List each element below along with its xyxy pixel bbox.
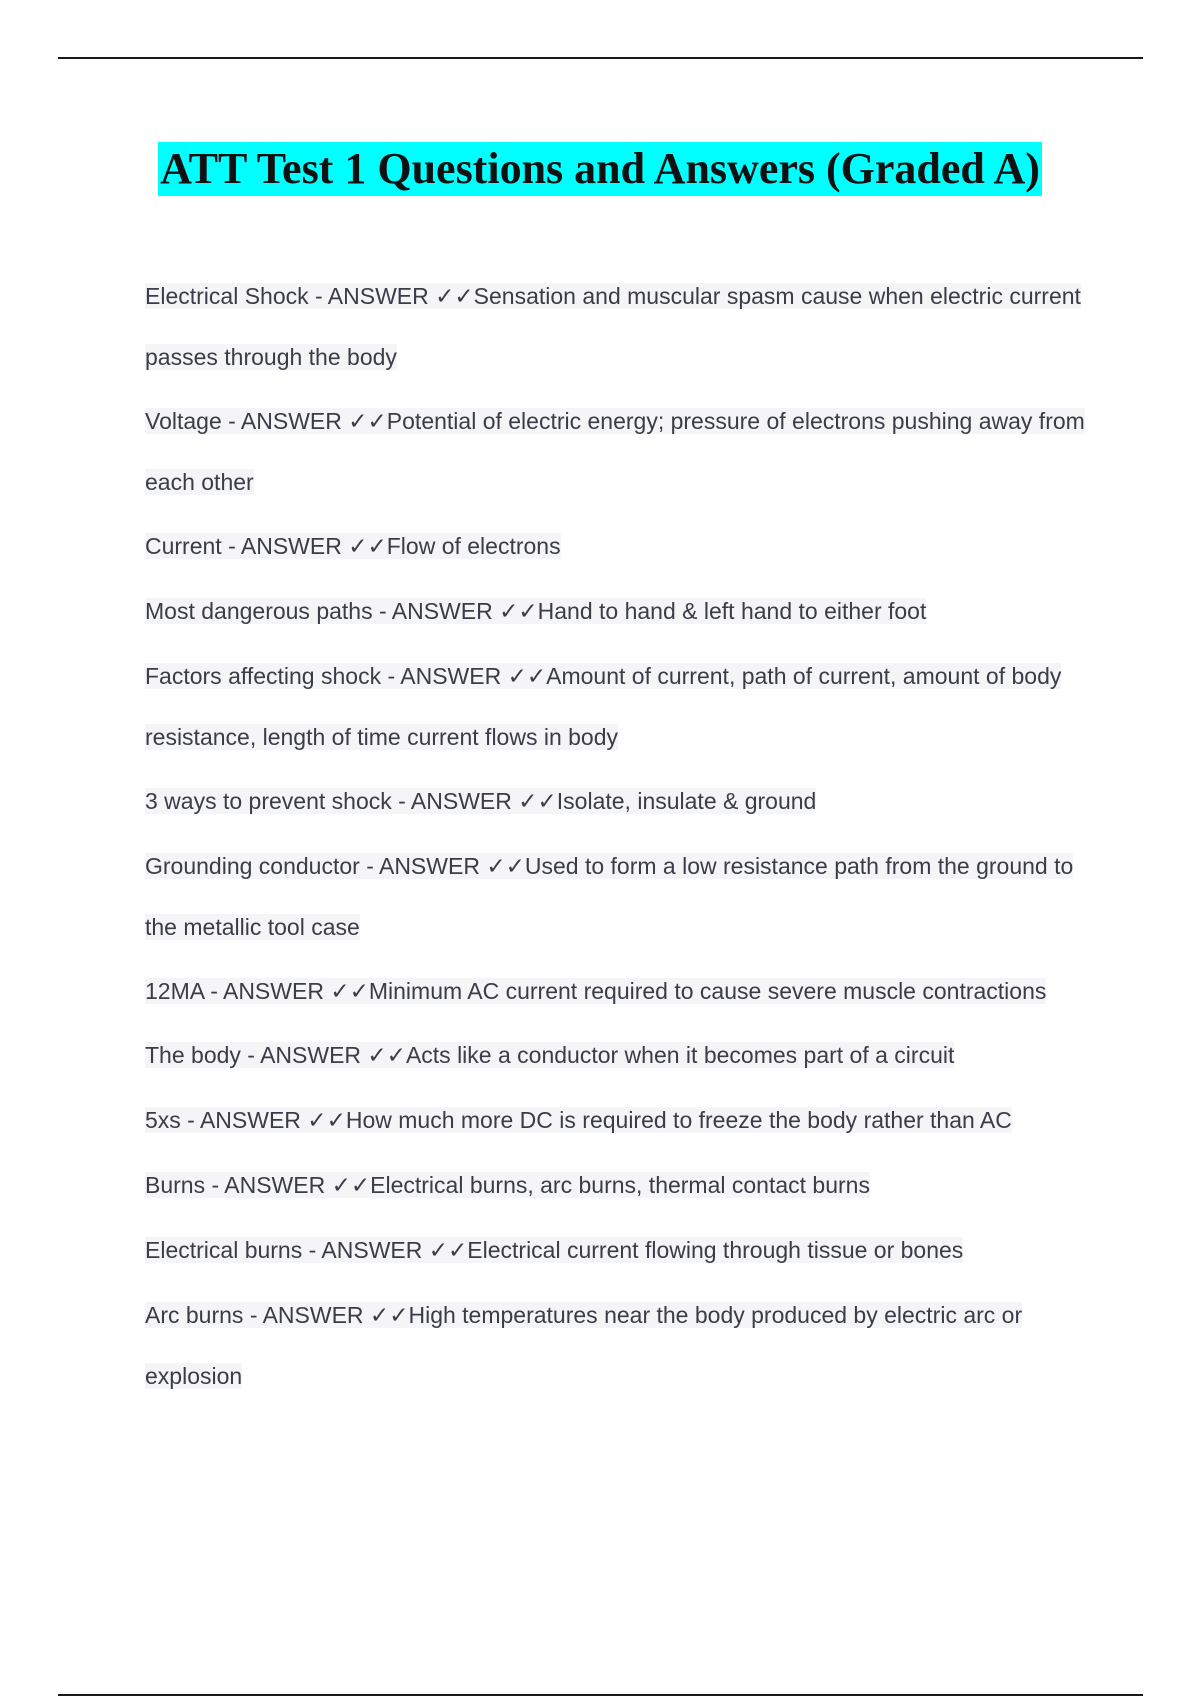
qa-item	[145, 646, 1085, 768]
document-title: ATT Test 1 Questions and Answers (Graded A)	[158, 142, 1042, 196]
top-divider	[58, 57, 1143, 59]
qa-text: The body - ANSWER ✓✓Acts like a conductor when it becomes part of a circuit	[145, 1042, 955, 1068]
qa-text: Burns - ANSWER ✓✓Electrical burns, arc burns, thermal contact burns	[145, 1172, 870, 1198]
qa-item	[145, 266, 1085, 388]
qa-list	[145, 266, 1085, 1410]
qa-item	[145, 391, 1085, 513]
qa-item	[145, 771, 1085, 832]
title-wrap	[0, 142, 1200, 196]
qa-item	[145, 581, 1085, 642]
qa-text: Electrical Shock - ANSWER ✓✓Sensation and muscular spasm cause when electric current passes through the body	[145, 283, 1081, 370]
qa-text: Electrical burns - ANSWER ✓✓Electrical current flowing through tissue or bones	[145, 1237, 964, 1263]
qa-item	[145, 1090, 1085, 1151]
qa-text: Grounding conductor - ANSWER ✓✓Used to form a low resistance path from the ground to the metallic tool case	[145, 853, 1074, 940]
qa-item	[145, 516, 1085, 577]
qa-item	[145, 961, 1085, 1022]
qa-item	[145, 1155, 1085, 1216]
qa-item	[145, 1220, 1085, 1281]
qa-item	[145, 1025, 1085, 1086]
qa-text: 12MA - ANSWER ✓✓Minimum AC current required to cause severe muscle contractions	[145, 978, 1047, 1004]
qa-text: 3 ways to prevent shock - ANSWER ✓✓Isolate, insulate & ground	[145, 788, 817, 814]
qa-item	[145, 1285, 1085, 1407]
bottom-divider	[58, 1694, 1143, 1696]
qa-text: Factors affecting shock - ANSWER ✓✓Amount of current, path of current, amount of body resistance, length of time current flows in body	[145, 663, 1062, 750]
qa-text: 5xs - ANSWER ✓✓How much more DC is required to freeze the body rather than AC	[145, 1107, 1012, 1133]
qa-text: Most dangerous paths - ANSWER ✓✓Hand to hand & left hand to either foot	[145, 598, 927, 624]
qa-text: Voltage - ANSWER ✓✓Potential of electric energy; pressure of electrons pushing away from each other	[145, 408, 1085, 495]
qa-text: Arc burns - ANSWER ✓✓High temperatures near the body produced by electric arc or explosion	[145, 1302, 1023, 1389]
qa-text: Current - ANSWER ✓✓Flow of electrons	[145, 533, 561, 559]
qa-item	[145, 836, 1085, 958]
